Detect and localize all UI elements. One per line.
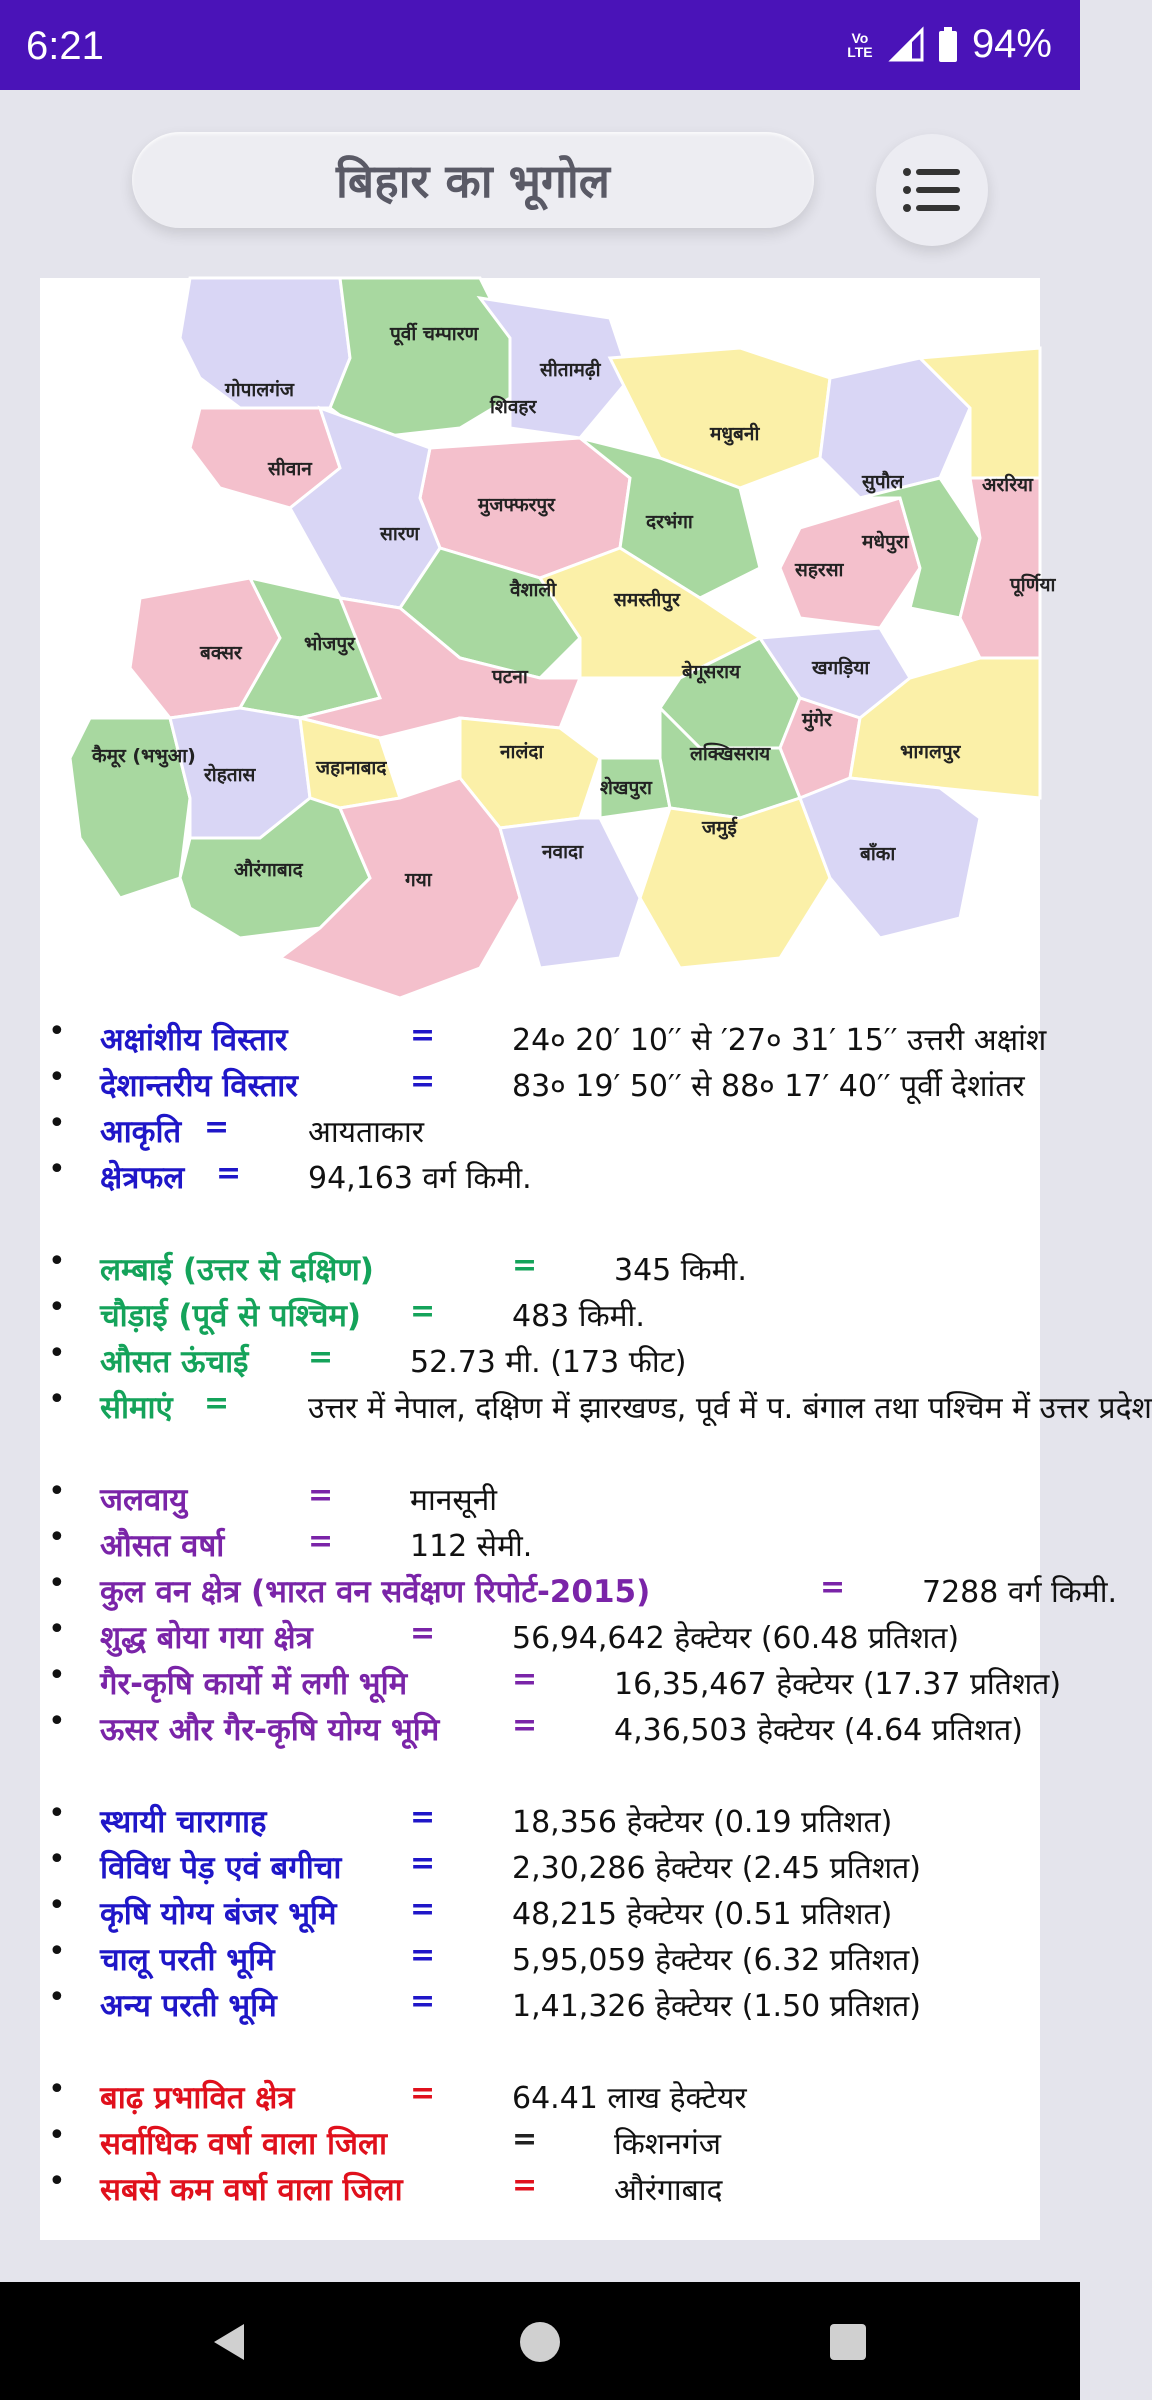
page-title: बिहार का भूगोल xyxy=(336,154,610,208)
content-area[interactable] xyxy=(40,278,1152,2240)
map-label: गया xyxy=(405,869,432,891)
map-label: बेगूसराय xyxy=(682,661,741,683)
map-label: समस्तीपुर xyxy=(614,589,680,611)
list-item: • विविध पेड़ एवं बगीचा = 2,30,286 हेक्टेयर (2.45 प्रतिशत) xyxy=(48,1842,921,1886)
fact-value: 83० 19′ 50′′ से 88० 17′ 40′′ पूर्वी देशांतर xyxy=(512,1069,1025,1104)
back-icon[interactable] xyxy=(208,2320,252,2364)
list-item: • कुल वन क्षेत्र (भारत वन सर्वेक्षण रिपोर्ट-2015) = 7288 वर्ग किमी. xyxy=(48,1566,1118,1610)
recents-icon[interactable] xyxy=(828,2322,868,2362)
list-item: • जलवायु = मानसूनी xyxy=(48,1474,498,1518)
fact-label: बाढ़ प्रभावित क्षेत्र xyxy=(100,2080,295,2116)
map-label: लक्खिसराय xyxy=(690,743,771,765)
map-label: सहरसा xyxy=(795,559,844,581)
fact-value: 24० 20′ 10′′ से ′27० 31′ 15′′ उत्तरी अक्षांश xyxy=(512,1023,1047,1058)
fact-label: क्षेत्रफल xyxy=(100,1160,185,1196)
home-icon[interactable] xyxy=(518,2320,562,2364)
map-label: सीवान xyxy=(268,458,312,480)
fact-label: औसत वर्षा xyxy=(100,1528,225,1564)
list-item: • अन्य परती भूमि = 1,41,326 हेक्टेयर (1.50 प्रतिशत) xyxy=(48,1980,921,2024)
clock: 6:21 xyxy=(26,24,104,68)
list-item: • अक्षांशीय विस्तार = 24० 20′ 10′′ से ′27० 31′ 15′′ उत्तरी अक्षांश xyxy=(48,1014,1047,1058)
fact-label: गैर-कृषि कार्यो में लगी भूमि xyxy=(100,1666,408,1702)
map-label: मधुबनी xyxy=(710,423,760,445)
list-item: • चौड़ाई (पूर्व से पश्चिम) = 483 किमी. xyxy=(48,1290,645,1334)
list-item: • लम्बाई (उत्तर से दक्षिण) = 345 किमी. xyxy=(48,1244,747,1288)
map-label: शिवहर xyxy=(490,396,537,418)
list-item: • सर्वाधिक वर्षा वाला जिला = किशनगंज xyxy=(48,2118,722,2162)
fact-value: आयताकार xyxy=(308,1115,425,1150)
battery-icon xyxy=(938,27,958,63)
map-label: अररिया xyxy=(982,474,1033,496)
map-label: सीतामढ़ी xyxy=(540,359,601,381)
fact-value: 94,163 वर्ग किमी. xyxy=(308,1161,532,1196)
map-label: रोहतास xyxy=(204,764,256,786)
navigation-bar xyxy=(0,2282,1080,2400)
map-label: गोपालगंज xyxy=(225,379,295,401)
map-label: सारण xyxy=(380,523,420,545)
map-label: खगड़िया xyxy=(812,657,870,679)
list-item: • स्थायी चारागाह = 18,356 हेक्टेयर (0.19 प्रतिशत) xyxy=(48,1796,893,1840)
map-label: पटना xyxy=(492,666,528,688)
fact-label: सीमाएं xyxy=(100,1390,173,1426)
map-label: औरंगाबाद xyxy=(234,859,303,881)
page-title-pill xyxy=(132,132,814,228)
fact-value: 56,94,642 हेक्टेयर (60.48 प्रतिशत) xyxy=(512,1621,960,1656)
map-label: भोजपुर xyxy=(304,633,355,655)
fact-value: 1,41,326 हेक्टेयर (1.50 प्रतिशत) xyxy=(512,1989,921,2024)
list-item: • सबसे कम वर्षा वाला जिला = औरंगाबाद xyxy=(48,2164,723,2208)
list-item: • देशान्तरीय विस्तार = 83० 19′ 50′′ से 88० 17′ 40′′ पूर्वी देशांतर xyxy=(48,1060,1025,1104)
fact-value: 112 सेमी. xyxy=(410,1529,533,1564)
list-item: • गैर-कृषि कार्यो में लगी भूमि = 16,35,467 हेक्टेयर (17.37 प्रतिशत) xyxy=(48,1658,1062,1702)
fact-label: अन्य परती भूमि xyxy=(100,1988,277,2024)
fact-label: अक्षांशीय विस्तार xyxy=(100,1022,288,1058)
map-label: पूर्वी चम्पारण xyxy=(390,323,479,345)
map-label: बाँका xyxy=(860,843,896,865)
map-label: वैशाली xyxy=(510,579,557,601)
fact-label: चालू परती भूमि xyxy=(100,1942,275,1978)
fact-label: चौड़ाई (पूर्व से पश्चिम) xyxy=(100,1298,362,1334)
fact-label: सर्वाधिक वर्षा वाला जिला xyxy=(100,2126,388,2162)
list-item: • औसत ऊंचाई = 52.73 मी. (173 फीट) xyxy=(48,1336,687,1380)
map-label: बक्सर xyxy=(200,642,242,664)
fact-label: जलवायु xyxy=(100,1482,188,1518)
menu-button[interactable] xyxy=(876,134,988,246)
list-item: • क्षेत्रफल = 94,163 वर्ग किमी. xyxy=(48,1152,532,1196)
list-item: • शुद्ध बोया गया क्षेत्र = 56,94,642 हेक्टेयर (60.48 प्रतिशत) xyxy=(48,1612,960,1656)
volte-icon: Vo LTE xyxy=(847,29,873,60)
fact-value: किशनगंज xyxy=(614,2127,722,2162)
map-label: जमुई xyxy=(702,817,737,839)
fact-value: 345 किमी. xyxy=(614,1253,747,1288)
map-label: दरभंगा xyxy=(646,511,693,533)
fact-value: 483 किमी. xyxy=(512,1299,645,1334)
status-bar xyxy=(0,0,1080,90)
fact-value: औरंगाबाद xyxy=(614,2173,723,2208)
list-item: • कृषि योग्य बंजर भूमि = 48,215 हेक्टेयर (0.51 प्रतिशत) xyxy=(48,1888,893,1932)
region-purnia xyxy=(960,478,1040,658)
fact-value: 18,356 हेक्टेयर (0.19 प्रतिशत) xyxy=(512,1805,893,1840)
map-label: नालंदा xyxy=(500,741,544,763)
hamburger-menu-icon xyxy=(902,166,962,214)
fact-value: 52.73 मी. (173 फीट) xyxy=(410,1345,687,1380)
map-label: पूर्णिया xyxy=(1010,574,1056,596)
fact-value: मानसूनी xyxy=(410,1483,498,1518)
map-label: कैमूर (भभुआ) xyxy=(92,745,196,767)
map-label: मुजफ्फरपुर xyxy=(478,494,555,516)
status-icons xyxy=(844,22,1052,67)
fact-label: देशान्तरीय विस्तार xyxy=(100,1068,298,1104)
signal-icon xyxy=(890,28,924,62)
fact-label: विविध पेड़ एवं बगीचा xyxy=(100,1850,342,1886)
map-label: मधेपुरा xyxy=(862,531,909,553)
fact-label: ऊसर और गैर-कृषि योग्य भूमि xyxy=(100,1712,440,1748)
fact-value: 5,95,059 हेक्टेयर (6.32 प्रतिशत) xyxy=(512,1943,921,1978)
fact-label: आकृति xyxy=(100,1114,182,1150)
fact-value: 7288 वर्ग किमी. xyxy=(922,1575,1118,1610)
facts-list xyxy=(40,1014,1152,2210)
map-regions xyxy=(70,278,1040,998)
map-label: शेखपुरा xyxy=(600,777,652,799)
fact-value: उत्तर में नेपाल, दक्षिण में झारखण्ड, पूर्व में प. बंगाल तथा पश्चिम में उत्तर प्रदेश xyxy=(308,1391,1152,1426)
map-label: जहानाबाद xyxy=(316,757,387,779)
fact-label: सबसे कम वर्षा वाला जिला xyxy=(100,2172,403,2208)
list-item: • ऊसर और गैर-कृषि योग्य भूमि = 4,36,503 हेक्टेयर (4.64 प्रतिशत) xyxy=(48,1704,1023,1748)
fact-value: 4,36,503 हेक्टेयर (4.64 प्रतिशत) xyxy=(614,1713,1023,1748)
map-label: भागलपुर xyxy=(900,741,961,763)
fact-label: स्थायी चारागाह xyxy=(100,1804,267,1840)
list-item: • औसत वर्षा = 112 सेमी. xyxy=(48,1520,533,1564)
fact-label: शुद्ध बोया गया क्षेत्र xyxy=(100,1620,313,1656)
bihar-map xyxy=(40,278,1056,998)
map-label: मुंगेर xyxy=(802,709,832,731)
list-item: • सीमाएं = उत्तर में नेपाल, दक्षिण में झारखण्ड, पूर्व में प. बंगाल तथा पश्चिम में उत्तर प्रदेश xyxy=(48,1382,1152,1426)
fact-value: 48,215 हेक्टेयर (0.51 प्रतिशत) xyxy=(512,1897,893,1932)
fact-label: कृषि योग्य बंजर भूमि xyxy=(100,1896,337,1932)
fact-value: 64.41 लाख हेक्टेयर xyxy=(512,2081,747,2116)
list-item: • आकृति = आयताकार xyxy=(48,1106,425,1150)
fact-label: कुल वन क्षेत्र (भारत वन सर्वेक्षण रिपोर्ट-2015) xyxy=(100,1574,651,1610)
fact-value: 2,30,286 हेक्टेयर (2.45 प्रतिशत) xyxy=(512,1851,921,1886)
battery-level: 94% xyxy=(971,22,1052,66)
fact-label: लम्बाई (उत्तर से दक्षिण) xyxy=(100,1252,374,1288)
map-label: सुपौल xyxy=(862,471,904,493)
fact-value: 16,35,467 हेक्टेयर (17.37 प्रतिशत) xyxy=(614,1667,1062,1702)
list-item: • बाढ़ प्रभावित क्षेत्र = 64.41 लाख हेक्टेयर xyxy=(48,2072,747,2116)
fact-label: औसत ऊंचाई xyxy=(100,1344,249,1380)
list-item: • चालू परती भूमि = 5,95,059 हेक्टेयर (6.32 प्रतिशत) xyxy=(48,1934,921,1978)
map-label: नवादा xyxy=(542,841,584,863)
